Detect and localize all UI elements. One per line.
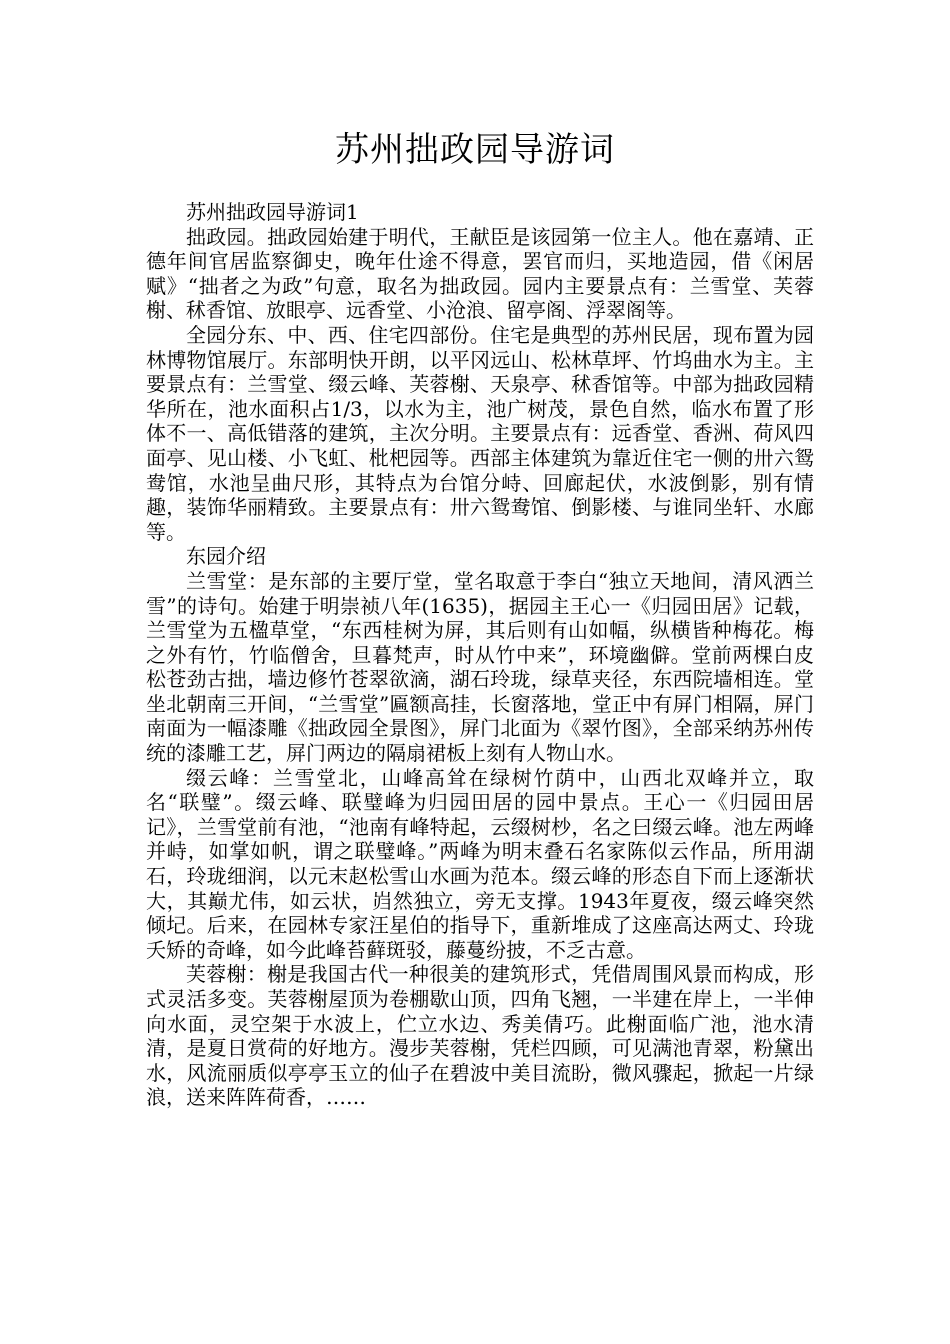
paragraph-zhuiyun-peak: 缀云峰：兰雪堂北，山峰高耸在绿树竹荫中，山西北双峰并立，取名“联璧”。缀云峰、联璧峰为归园田居的园中景点。王心一《归园田居记》，兰雪堂前有池，“池南有峰特起，云缀树杪，名之曰缀云峰。池左两峰并峙，如掌如帆，谓之联璧峰。”两峰为明末叠石名家陈似云作品，所用湖石，玲珑细润，以元末赵松雪山水画为范本。缀云峰的形态自下而上逐渐状大，其巅尤伟，如云状，岿然独立，旁无支撑。1943年夏夜，缀云峰突然倾圮。后来，在园林专家汪星伯的指导下，重新堆成了这座高达两丈、玲珑夭矫的奇峰，如今此峰苔藓斑驳，藤蔓纷披，不乏古意。 [146, 765, 814, 962]
document-body [146, 200, 814, 1110]
section-heading-1: 苏州拙政园导游词1 [186, 200, 359, 224]
paragraph-layout: 全园分东、中、西、住宅四部份。住宅是典型的苏州民居，现布置为园林博物馆展厅。东部明快开朗，以平冈远山、松林草坪、竹坞曲水为主。主要景点有：兰雪堂、缀云峰、芙蓉榭、天泉亭、秫香馆等。中部为拙政园精华所在，池水面积占1/3，以水为主，池广树茂，景色自然，临水布置了形体不一、高低错落的建筑，主次分明。主要景点有：远香堂、香洲、荷风四面亭、见山楼、小飞虹、枇杷园等。西部主体建筑为靠近住宅一侧的卅六鸳鸯馆，水池呈曲尺形，其特点为台馆分峙、回廊起伏，水波倒影，别有情趣，装饰华丽精致。主要景点有：卅六鸳鸯馆、倒影楼、与谁同坐轩、水廊等。 [146, 322, 814, 544]
paragraph-furong-pavilion: 芙蓉榭：榭是我国古代一种很美的建筑形式，凭借周围风景而构成，形式灵活多变。芙蓉榭屋顶为卷棚歇山顶，四角飞翘，一半建在岸上，一半伸向水面，灵空架于水波上，伫立水边、秀美倩巧。此榭面临广池，池水清清，是夏日赏荷的好地方。漫步芙蓉榭，凭栏四顾，可见满池青翠，粉黛出水，风流丽质似亭亭玉立的仙子在碧波中美目流盼，微风骤起，掀起一片绿浪，送来阵阵荷香，…… [146, 962, 814, 1110]
page-title: 苏州拙政园导游词 [335, 130, 615, 170]
section-heading-east-garden: 东园介绍 [186, 544, 266, 569]
paragraph-intro: 拙政园。拙政园始建于明代，王献臣是该园第一位主人。他在嘉靖、正德年间官居监察御史，晚年仕途不得意，罢官而归，买地造园，借《闲居赋》“拙者之为政”句意，取名为拙政园。园内主要景点有：兰雪堂、芙蓉榭、秫香馆、放眼亭、远香堂、小沧浪、留亭阁、浮翠阁等。 [146, 224, 814, 323]
paragraph-lanxue-hall: 兰雪堂：是东部的主要厅堂，堂名取意于李白“独立天地间，清风洒兰雪”的诗句。始建于明崇祯八年(1635)，据园主王心一《归园田居》记载，兰雪堂为五楹草堂，“东西桂树为屏，其后则有山如幅，纵横皆种梅花。梅之外有竹，竹临僧舍，旦暮梵声，时从竹中来”，环境幽僻。堂前两棵白皮松苍劲古拙，墙边修竹苍翠欲滴，湖石玲珑，绿草夹径，东西院墙相连。堂坐北朝南三开间，“兰雪堂”匾额高挂，长窗落地，堂正中有屏门相隔，屏门南面为一幅漆雕《拙政园全景图》，屏门北面为《翠竹图》，全部采纳苏州传统的漆雕工艺，屏门两边的隔扇裙板上刻有人物山水。 [146, 568, 814, 766]
